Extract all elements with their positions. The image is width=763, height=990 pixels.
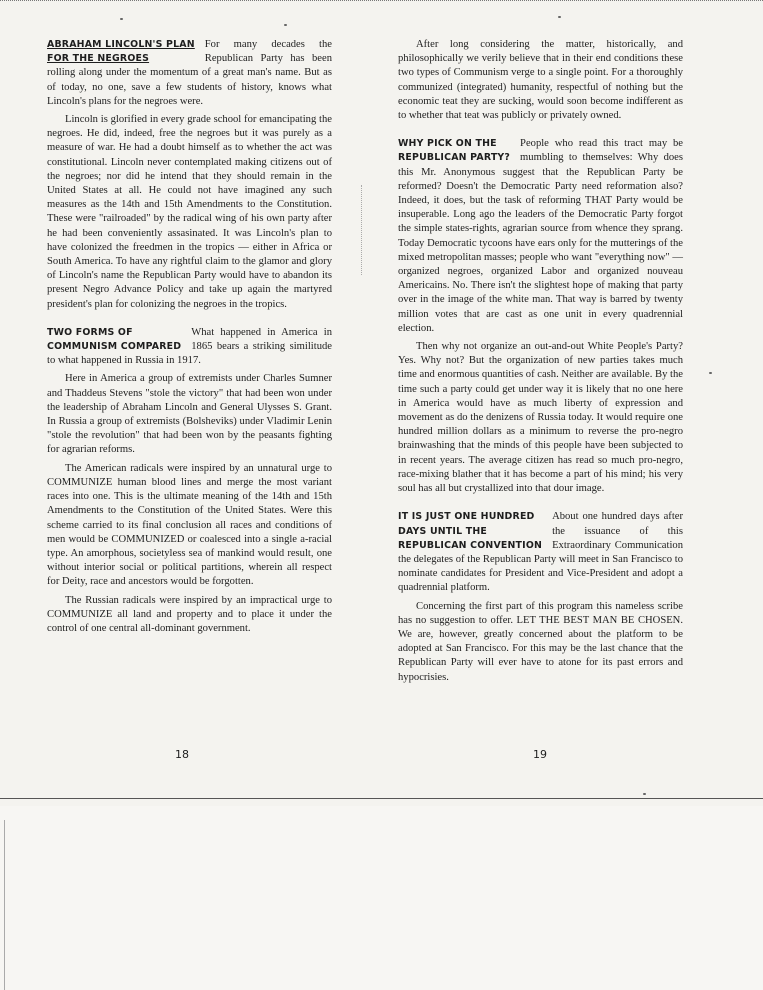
section-heading-row bbox=[47, 38, 332, 109]
page-number: 19 bbox=[533, 748, 547, 761]
paragraph: Here in America a group of extremists under Charles Sumner and Thaddeus Stevens "stole the victory" that had been won under the leadership of Abraham Lincoln and General Ulysses S. Grant. In Russia a group of extremists (Bolsheviks) under Vladimir Lenin "stole the revolution" that had been won by the peasants fighting for agrarian reforms. bbox=[47, 373, 332, 456]
scan-speck bbox=[120, 18, 123, 20]
scan-speck bbox=[709, 372, 712, 374]
section-one-hundred-days bbox=[398, 510, 683, 684]
section-why-pick-on-republican-party bbox=[398, 137, 683, 496]
section-heading bbox=[47, 38, 195, 66]
page-18-column bbox=[47, 38, 332, 650]
scan-speck bbox=[643, 793, 646, 795]
heading-line: DAYS UNTIL THE bbox=[398, 525, 487, 537]
page-number: 18 bbox=[175, 748, 189, 761]
scan-speck bbox=[284, 24, 287, 26]
heading-line: COMMUNISM COMPARED bbox=[47, 341, 182, 353]
paragraph: About one hundred days after the issuance of this Extraordinary Communication the delegates of the Republican Party will meet in San Francisco to nominate candidates for President and Vice-President and adopt a quadrennial platform. bbox=[398, 511, 683, 594]
paragraph: People who read this tract may be mumbling to themselves: Why does this Mr. Anonymous suggest that the Republican Party be reformed? Doesn't the Democratic Party need reformation also? Indeed, it does, but the task of reforming THAT Party would be insuperable. Long ago the leaders of the Democratic Party forgot the simple states-rights, agrarian source from whence they sprang. Today Democratic tycoons have ears only for the mutterings of the mixed metropolitan masses; people who want "everything now" — organized negroes, organized Labor and organized nouveau Americains. No. There isn't the slightest hope of making that party over in the image of the white man. That way is barred by twenty million votes that are cast as one unit in every quadrennial election. bbox=[398, 138, 683, 334]
paragraph: What happened in America in 1865 bears a striking similitude to what happened in Russia in 1917. bbox=[47, 326, 332, 367]
section-heading bbox=[398, 510, 542, 553]
heading-line: IT IS JUST ONE HUNDRED bbox=[398, 511, 535, 523]
top-border bbox=[0, 0, 763, 4]
heading-line: TWO FORMS OF bbox=[47, 326, 133, 338]
paragraph: After long considering the matter, historically, and philosophically we verily believe that in their end conditions these two types of Communism verge to a single point. For a thoroughly communized (integrated) humanity, respectful of nothing but the economic teat they are sucking, would soon become indifferent as to whether that teat was publicly or privately owned. bbox=[398, 39, 683, 122]
section-heading-row bbox=[398, 137, 683, 336]
paragraph: The Russian radicals were inspired by an impractical urge to COMMUNIZE all land and property and to place it under the control of one central all-dominant government. bbox=[47, 594, 332, 634]
section-heading bbox=[398, 137, 510, 165]
heading-line: FOR THE NEGROES bbox=[47, 53, 150, 65]
paragraph: The American radicals were inspired by an unnatural urge to COMMUNIZE human blood lines and merge the most variant races into one. This is the ultimate meaning of the 14th and 15th Amendments to the Constitution of the United States. Were this scheme carried to its final conclusion all races and conditions of men would be COMMUNIZED or coalesced into a single a-racial type. An amorphous, societyless sea of mankind would result, one without interior social or political partitions, wherein all respect for Deity, race and ancestors would be forgotten. bbox=[47, 462, 332, 588]
blank-lower-area bbox=[0, 806, 763, 990]
section-two-forms-of-communism bbox=[47, 326, 332, 636]
paragraph: For many decades the Republican Party has been rolling along under the momentum of a great man's name. But as of today, no one, save a few students of history, knows what Lincoln's plans for the negroes were. bbox=[47, 39, 332, 107]
gutter-mark bbox=[361, 185, 363, 275]
scan-edge-line bbox=[4, 820, 5, 990]
page-19-column bbox=[398, 38, 683, 699]
section-heading bbox=[47, 326, 181, 354]
heading-line: WHY PICK ON THE bbox=[398, 138, 497, 150]
section-continuation bbox=[398, 38, 683, 123]
paragraph: Lincoln is glorified in every grade school for emancipating the negroes. He did, indeed, free the negroes but it was purely as a measure of war. He had a doubt himself as to whether the act was constitutional. Lincoln never contemplated making citizens out of the negroes; nor did he intend that they should remain in the United States at all. He could not have imagined any such measures as the 14th and 15th Amendments to the Constitution. These were "railroaded" by the radical wing of his own party after he had been conveniently assasinated. It was Lincoln's plan to have colonized the freedmen in the tropics — either in Africa or South America. To have any rightful claim to the glamor and glory of Lincoln's name the Republican Party would have to abandon its present Negro Advance Policy and take up again the martyred president's plan for colonizing the negroes in the tropics. bbox=[47, 114, 332, 310]
heading-line: ABRAHAM LINCOLN'S PLAN bbox=[47, 39, 195, 50]
section-heading-row bbox=[47, 326, 332, 369]
scan-speck bbox=[558, 16, 561, 18]
paragraph: Concerning the first part of this program this nameless scribe has no suggestion to offer. LET THE BEST MAN BE CHOSEN. We are, however, greatly concerned about the platform to be adopted at San Francisco. For this may be the last chance that the Republican Party will ever have to atone for its past errors and hypocrisies. bbox=[398, 600, 683, 683]
heading-line: REPUBLICAN CONVENTION bbox=[398, 539, 543, 551]
section-lincolns-plan bbox=[47, 38, 332, 312]
paragraph: Then why not organize an out-and-out White People's Party? Yes. Why not? But the organization of new parties takes much time and enormous quantities of cash. Neither are available. By the time such a party could get under way it is likely that no one here in America would have as much liberty of expression and movement as do the denizens of Russia today. It would require one hundred million dollars as a minimum to reverse the pro-negro brainwashing that the minds of this people have been subjected to in recent years. The average citizen has read so much pro-negro, race-mixing blather that it has become a part of his mind; his very soul has all but crystallized into that dour image. bbox=[398, 341, 683, 495]
heading-line: REPUBLICAN PARTY? bbox=[398, 152, 511, 164]
section-heading-row bbox=[398, 510, 683, 595]
